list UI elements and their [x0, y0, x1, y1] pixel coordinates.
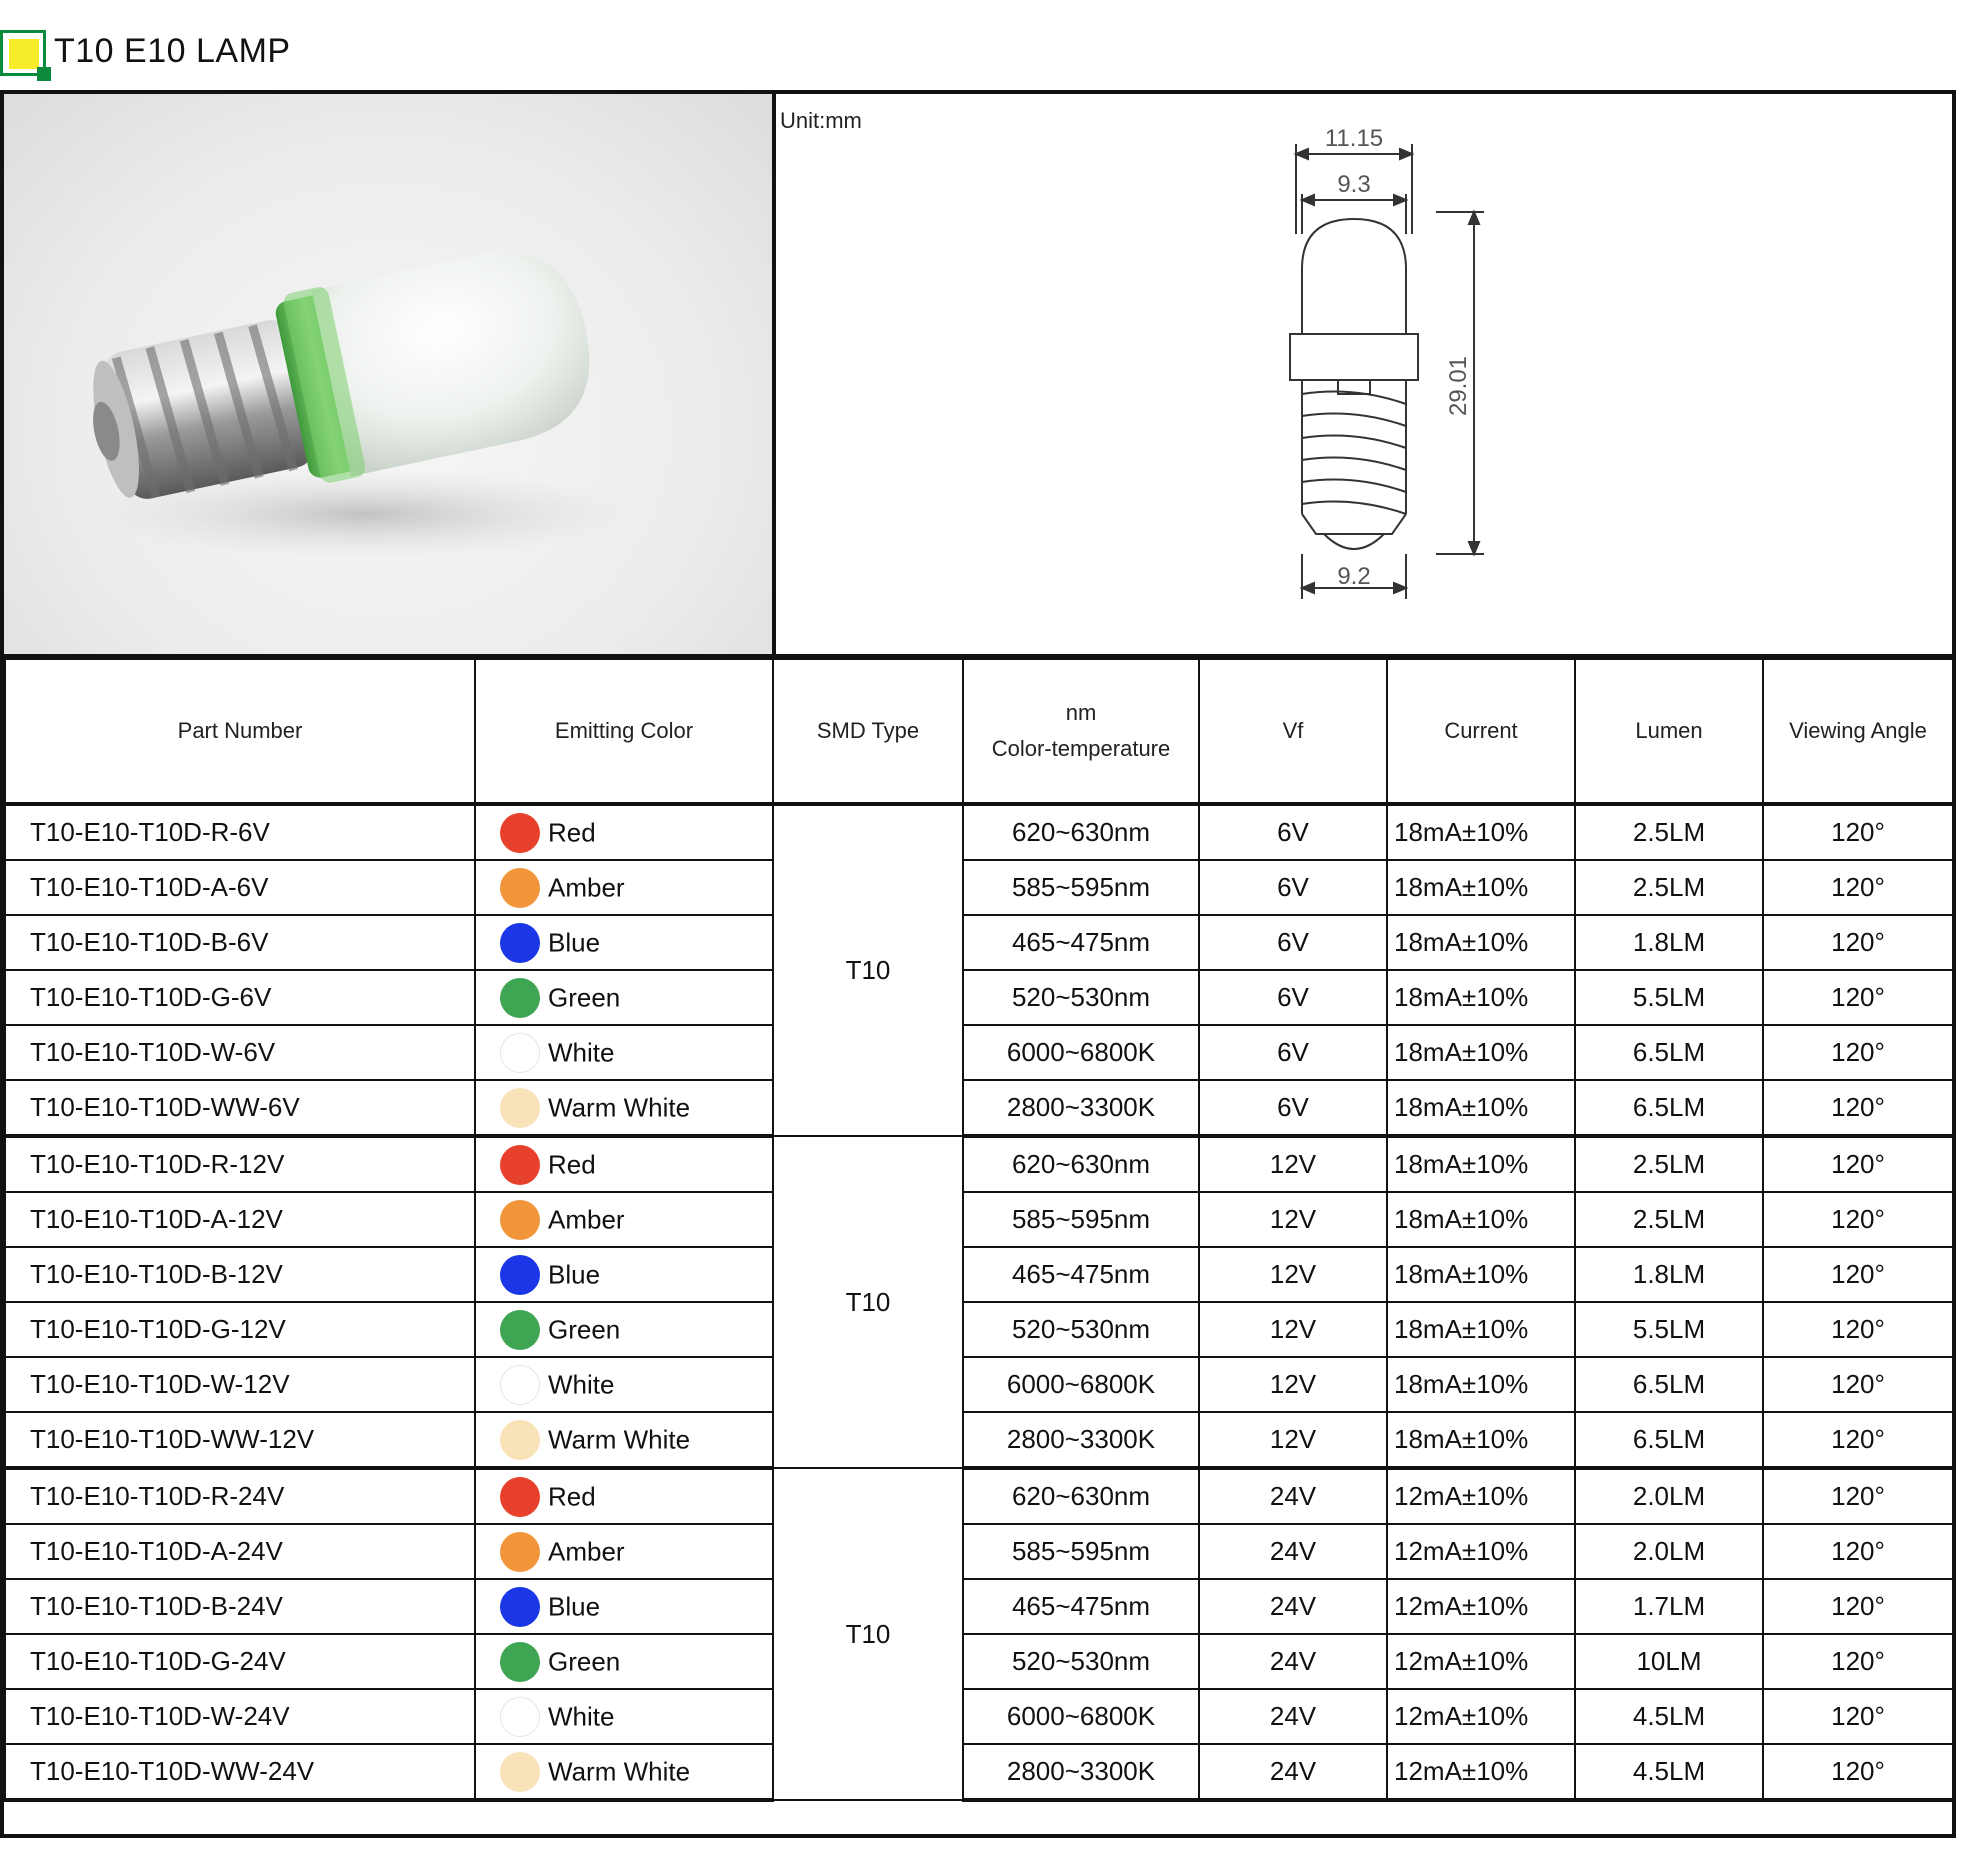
viewing-angle-cell: 120° — [1763, 1136, 1953, 1192]
emitting-color-cell — [475, 1025, 773, 1080]
emitting-color-cell — [475, 1468, 773, 1524]
header-color-temperature: Color-temperature — [991, 736, 1171, 761]
header-nm: nm — [1065, 700, 1097, 725]
part-number-cell: T10-E10-T10D-B-6V — [5, 915, 475, 970]
color-swatch-icon — [500, 1033, 540, 1073]
table-row — [5, 860, 1953, 915]
lumen-cell: 2.5LM — [1575, 804, 1763, 860]
table-row — [5, 1412, 1953, 1468]
part-number-cell: T10-E10-T10D-W-6V — [5, 1025, 475, 1080]
header-lumen: Lumen — [1575, 659, 1763, 804]
color-name: Warm White — [548, 1092, 691, 1122]
viewing-angle-cell: 120° — [1763, 1579, 1953, 1634]
color-swatch-icon — [500, 1145, 540, 1185]
vf-cell: 24V — [1199, 1579, 1387, 1634]
wavelength-cell: 2800~3300K — [963, 1080, 1199, 1136]
current-cell: 18mA±10% — [1387, 1412, 1575, 1468]
header-viewing-angle: Viewing Angle — [1763, 659, 1953, 804]
wavelength-cell: 6000~6800K — [963, 1689, 1199, 1744]
lumen-cell: 1.8LM — [1575, 1247, 1763, 1302]
wavelength-cell: 585~595nm — [963, 1524, 1199, 1579]
color-swatch-icon — [500, 1587, 540, 1627]
lumen-cell: 2.5LM — [1575, 860, 1763, 915]
wavelength-cell: 585~595nm — [963, 1192, 1199, 1247]
emitting-color-cell — [475, 1689, 773, 1744]
lumen-cell: 6.5LM — [1575, 1080, 1763, 1136]
viewing-angle-cell: 120° — [1763, 1468, 1953, 1524]
current-cell: 12mA±10% — [1387, 1689, 1575, 1744]
color-name: Warm White — [548, 1424, 691, 1454]
vf-cell: 12V — [1199, 1302, 1387, 1357]
vf-cell: 6V — [1199, 804, 1387, 860]
table-row — [5, 1468, 1953, 1524]
table-row — [5, 1025, 1953, 1080]
table-row — [5, 1302, 1953, 1357]
current-cell: 18mA±10% — [1387, 1192, 1575, 1247]
wavelength-cell: 520~530nm — [963, 1634, 1199, 1689]
current-cell: 18mA±10% — [1387, 860, 1575, 915]
emitting-color-cell — [475, 1412, 773, 1468]
wavelength-cell: 620~630nm — [963, 1136, 1199, 1192]
emitting-color-cell — [475, 970, 773, 1025]
current-cell: 12mA±10% — [1387, 1579, 1575, 1634]
lumen-cell: 6.5LM — [1575, 1412, 1763, 1468]
dimension-drawing — [776, 94, 1952, 654]
title-bar — [0, 28, 1960, 88]
viewing-angle-cell: 120° — [1763, 860, 1953, 915]
part-number-cell: T10-E10-T10D-R-24V — [5, 1468, 475, 1524]
color-name: Amber — [548, 1536, 625, 1566]
table-row — [5, 1136, 1953, 1192]
smd-type-cell: T10 — [773, 804, 963, 1136]
color-swatch-icon — [500, 1310, 540, 1350]
part-number-cell: T10-E10-T10D-B-12V — [5, 1247, 475, 1302]
color-name: Green — [548, 1314, 621, 1344]
smd-type-cell: T10 — [773, 1136, 963, 1468]
vf-cell: 12V — [1199, 1192, 1387, 1247]
color-swatch-icon — [500, 1752, 540, 1792]
part-number-cell: T10-E10-T10D-A-24V — [5, 1524, 475, 1579]
part-number-cell: T10-E10-T10D-WW-24V — [5, 1744, 475, 1800]
lumen-cell: 2.5LM — [1575, 1192, 1763, 1247]
lumen-cell: 1.8LM — [1575, 915, 1763, 970]
emitting-color-cell — [475, 1302, 773, 1357]
table-row — [5, 1524, 1953, 1579]
spec-table — [4, 658, 1954, 1802]
viewing-angle-cell: 120° — [1763, 1689, 1953, 1744]
current-cell: 18mA±10% — [1387, 1080, 1575, 1136]
viewing-angle-cell: 120° — [1763, 1357, 1953, 1412]
vf-cell: 6V — [1199, 970, 1387, 1025]
part-number-cell: T10-E10-T10D-WW-6V — [5, 1080, 475, 1136]
wavelength-cell: 520~530nm — [963, 970, 1199, 1025]
vf-cell: 12V — [1199, 1247, 1387, 1302]
color-swatch-icon — [500, 1365, 540, 1405]
table-body — [5, 804, 1953, 1800]
square-marker-icon — [0, 30, 46, 76]
table-row — [5, 1080, 1953, 1136]
color-name: Red — [548, 1149, 596, 1179]
emitting-color-cell — [475, 1744, 773, 1800]
table-row — [5, 1247, 1953, 1302]
emitting-color-cell — [475, 1634, 773, 1689]
vf-cell: 24V — [1199, 1689, 1387, 1744]
table-row — [5, 1689, 1953, 1744]
table-row — [5, 804, 1953, 860]
color-swatch-icon — [500, 1420, 540, 1460]
current-cell: 18mA±10% — [1387, 1247, 1575, 1302]
emitting-color-cell — [475, 1357, 773, 1412]
current-cell: 12mA±10% — [1387, 1524, 1575, 1579]
color-swatch-icon — [500, 1532, 540, 1572]
lumen-cell: 1.7LM — [1575, 1579, 1763, 1634]
lumen-cell: 4.5LM — [1575, 1689, 1763, 1744]
header-smd-type: SMD Type — [773, 659, 963, 804]
part-number-cell: T10-E10-T10D-B-24V — [5, 1579, 475, 1634]
part-number-cell: T10-E10-T10D-R-6V — [5, 804, 475, 860]
emitting-color-cell — [475, 804, 773, 860]
color-swatch-icon — [500, 1477, 540, 1517]
emitting-color-cell — [475, 1192, 773, 1247]
table-row — [5, 915, 1953, 970]
wavelength-cell: 2800~3300K — [963, 1744, 1199, 1800]
wavelength-cell: 620~630nm — [963, 804, 1199, 860]
viewing-angle-cell: 120° — [1763, 970, 1953, 1025]
emitting-color-cell — [475, 1579, 773, 1634]
part-number-cell: T10-E10-T10D-A-6V — [5, 860, 475, 915]
emitting-color-cell — [475, 860, 773, 915]
color-swatch-icon — [500, 1697, 540, 1737]
wavelength-cell: 465~475nm — [963, 1579, 1199, 1634]
viewing-angle-cell: 120° — [1763, 1302, 1953, 1357]
viewing-angle-cell: 120° — [1763, 1025, 1953, 1080]
wavelength-cell: 2800~3300K — [963, 1412, 1199, 1468]
current-cell: 18mA±10% — [1387, 915, 1575, 970]
part-number-cell: T10-E10-T10D-G-12V — [5, 1302, 475, 1357]
color-name: Green — [548, 982, 621, 1012]
color-name: Green — [548, 1646, 621, 1676]
current-cell: 12mA±10% — [1387, 1634, 1575, 1689]
current-cell: 18mA±10% — [1387, 1357, 1575, 1412]
part-number-cell: T10-E10-T10D-G-24V — [5, 1634, 475, 1689]
vf-cell: 12V — [1199, 1357, 1387, 1412]
dim-base-width: 9.2 — [1337, 563, 1371, 590]
lumen-cell: 10LM — [1575, 1634, 1763, 1689]
part-number-cell: T10-E10-T10D-R-12V — [5, 1136, 475, 1192]
color-swatch-icon — [500, 1088, 540, 1128]
lumen-cell: 2.0LM — [1575, 1468, 1763, 1524]
emitting-color-cell — [475, 915, 773, 970]
color-swatch-icon — [500, 978, 540, 1018]
emitting-color-cell — [475, 1247, 773, 1302]
table-header-row — [5, 659, 1953, 804]
dim-top-width: 11.15 — [1324, 125, 1384, 152]
color-swatch-icon — [500, 923, 540, 963]
color-name: Blue — [548, 1591, 601, 1621]
color-swatch-icon — [500, 813, 540, 853]
color-swatch-icon — [500, 868, 540, 908]
vf-cell: 6V — [1199, 915, 1387, 970]
color-name: Warm White — [548, 1756, 691, 1786]
vf-cell: 12V — [1199, 1412, 1387, 1468]
current-cell: 18mA±10% — [1387, 804, 1575, 860]
header-wavelength — [963, 659, 1199, 804]
wavelength-cell: 6000~6800K — [963, 1357, 1199, 1412]
table-row — [5, 1357, 1953, 1412]
current-cell: 18mA±10% — [1387, 1302, 1575, 1357]
header-current: Current — [1387, 659, 1575, 804]
part-number-cell: T10-E10-T10D-WW-12V — [5, 1412, 475, 1468]
product-photo — [4, 94, 772, 654]
emitting-color-cell — [475, 1524, 773, 1579]
vf-cell: 12V — [1199, 1136, 1387, 1192]
viewing-angle-cell: 120° — [1763, 1080, 1953, 1136]
header-emitting-color: Emitting Color — [475, 659, 773, 804]
viewing-angle-cell: 120° — [1763, 1744, 1953, 1800]
table-row — [5, 970, 1953, 1025]
wavelength-cell: 465~475nm — [963, 915, 1199, 970]
color-swatch-icon — [500, 1200, 540, 1240]
table-row — [5, 1744, 1953, 1800]
viewing-angle-cell: 120° — [1763, 1634, 1953, 1689]
color-name: White — [548, 1369, 615, 1399]
part-number-cell: T10-E10-T10D-G-6V — [5, 970, 475, 1025]
color-name: Blue — [548, 927, 601, 957]
color-name: Amber — [548, 1204, 625, 1234]
viewing-angle-cell: 120° — [1763, 915, 1953, 970]
current-cell: 12mA±10% — [1387, 1468, 1575, 1524]
wavelength-cell: 6000~6800K — [963, 1025, 1199, 1080]
color-name: White — [548, 1037, 615, 1067]
unit-label: Unit:mm — [780, 108, 862, 133]
dim-body-width: 9.3 — [1337, 171, 1371, 198]
page-title: T10 E10 LAMP — [54, 32, 291, 70]
header-vf: Vf — [1199, 659, 1387, 804]
wavelength-cell: 465~475nm — [963, 1247, 1199, 1302]
vf-cell: 24V — [1199, 1468, 1387, 1524]
wavelength-cell: 620~630nm — [963, 1468, 1199, 1524]
smd-type-cell: T10 — [773, 1468, 963, 1800]
current-cell: 18mA±10% — [1387, 1025, 1575, 1080]
current-cell: 18mA±10% — [1387, 970, 1575, 1025]
lumen-cell: 5.5LM — [1575, 970, 1763, 1025]
current-cell: 12mA±10% — [1387, 1744, 1575, 1800]
color-swatch-icon — [500, 1255, 540, 1295]
viewing-angle-cell: 120° — [1763, 1412, 1953, 1468]
dim-height: 29.01 — [1445, 355, 1472, 417]
color-swatch-icon — [500, 1642, 540, 1682]
color-name: White — [548, 1701, 615, 1731]
vf-cell: 6V — [1199, 860, 1387, 915]
lumen-cell: 2.0LM — [1575, 1524, 1763, 1579]
vf-cell: 24V — [1199, 1524, 1387, 1579]
lumen-cell: 6.5LM — [1575, 1357, 1763, 1412]
lamp-photo-illustration — [4, 94, 772, 654]
emitting-color-cell — [475, 1080, 773, 1136]
table-row — [5, 1192, 1953, 1247]
lumen-cell: 4.5LM — [1575, 1744, 1763, 1800]
color-name: Amber — [548, 872, 625, 902]
part-number-cell: T10-E10-T10D-W-12V — [5, 1357, 475, 1412]
emitting-color-cell — [475, 1136, 773, 1192]
table-row — [5, 1579, 1953, 1634]
part-number-cell: T10-E10-T10D-A-12V — [5, 1192, 475, 1247]
color-name: Red — [548, 1481, 596, 1511]
lumen-cell: 2.5LM — [1575, 1136, 1763, 1192]
viewing-angle-cell: 120° — [1763, 1192, 1953, 1247]
table-row — [5, 1634, 1953, 1689]
color-name: Red — [548, 817, 596, 847]
viewing-angle-cell: 120° — [1763, 1524, 1953, 1579]
vf-cell: 6V — [1199, 1025, 1387, 1080]
vf-cell: 24V — [1199, 1634, 1387, 1689]
viewing-angle-cell: 120° — [1763, 804, 1953, 860]
lumen-cell: 5.5LM — [1575, 1302, 1763, 1357]
vf-cell: 24V — [1199, 1744, 1387, 1800]
wavelength-cell: 585~595nm — [963, 860, 1199, 915]
vf-cell: 6V — [1199, 1080, 1387, 1136]
wavelength-cell: 520~530nm — [963, 1302, 1199, 1357]
viewing-angle-cell: 120° — [1763, 1247, 1953, 1302]
header-part-number: Part Number — [5, 659, 475, 804]
color-name: Blue — [548, 1259, 601, 1289]
lamp-outline-drawing — [776, 94, 1952, 654]
part-number-cell: T10-E10-T10D-W-24V — [5, 1689, 475, 1744]
current-cell: 18mA±10% — [1387, 1136, 1575, 1192]
lumen-cell: 6.5LM — [1575, 1025, 1763, 1080]
